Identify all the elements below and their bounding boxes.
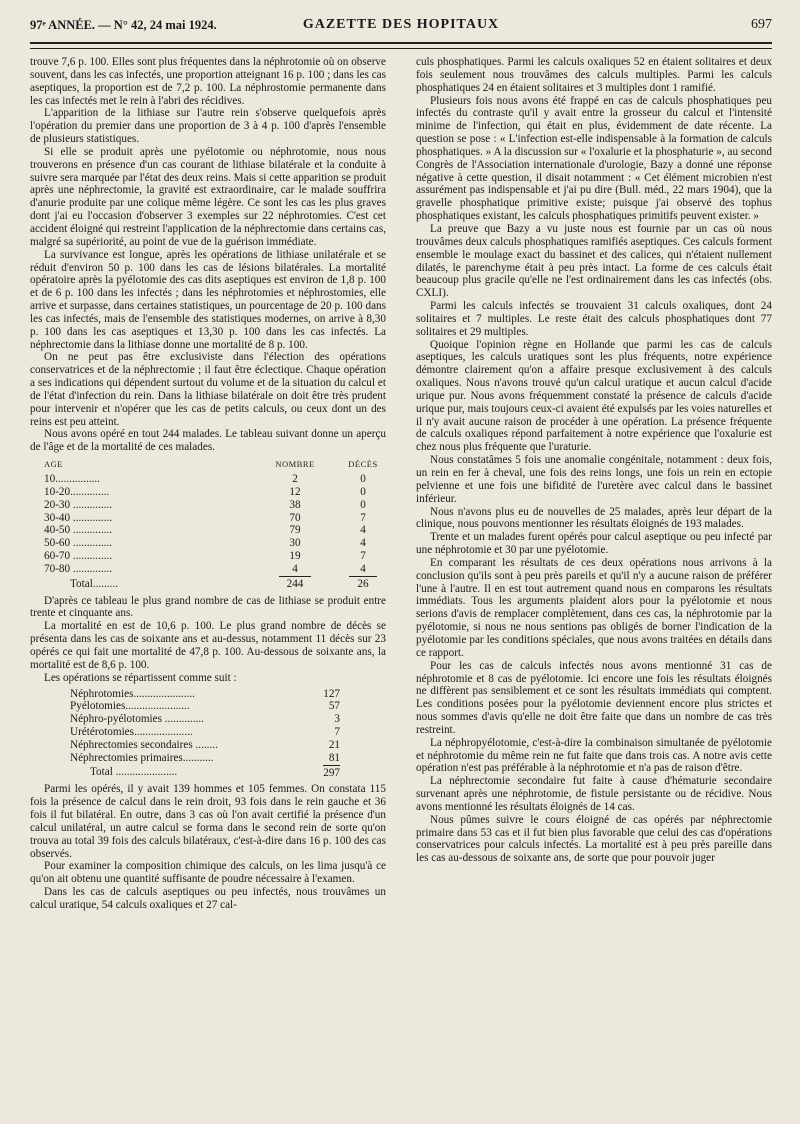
left-paragraphs-middle bbox=[30, 595, 386, 685]
operation-count: 21 bbox=[328, 738, 340, 751]
age-table-row bbox=[30, 512, 386, 525]
page-number: 697 bbox=[751, 17, 772, 32]
age-header: AGE bbox=[44, 459, 63, 470]
left-paragraphs-before bbox=[30, 56, 386, 454]
issue-info: 97ᵉ ANNÉE. — N° 42, 24 mai 1924. bbox=[30, 18, 217, 32]
age-table-row bbox=[30, 563, 386, 576]
paragraph: Nous n'avons plus eu de nouvelles de 25 malades, après leur départ de la clinique, nous pouvons mentionner les résultats éloignés de 193 malades. bbox=[416, 505, 772, 531]
journal-title: GAZETTE DES HOPITAUX bbox=[302, 17, 500, 32]
paragraph: L'apparition de la lithiase sur l'autre rein s'observe quelquefois après l'opération du premier dans une proportion de 3 à 4 p. 100 d'après l'ensemble de plusieurs statistiques. bbox=[30, 107, 386, 146]
header-rule bbox=[30, 42, 772, 49]
paragraph: Plusieurs fois nous avons été frappé en cas de calculs phosphatiques peu infectés du contraste qu'il y avait entre la grosseur du calcul et l'intensité minime de l'infection, qui était en plus, évidemment de date récente. La question se pose : « L'infection est-elle indispensable à la formation de calculs phosphatiques. » A la discussion sur « l'oxalurie et la phosphaturie », au second Congrès de l'Association internationale d'urologie, Bazy a donné une réponse négative à cette question, il disait notamment : « Cet élément microbien n'est assurément pas indispensable et j'ai pu dire (Bull. méd., 22 mars 1904), que la gravelle phosphatique primitive existe; puisque j'ai observé des tophus phosphatiques existant, les calculs phosphatiques primitifs peuvent exister. » bbox=[416, 94, 772, 223]
operation-row bbox=[70, 752, 340, 765]
deces-cell: 4 bbox=[360, 524, 366, 537]
operation-row bbox=[70, 726, 340, 739]
paragraph: Trente et un malades furent opérés pour calcul aseptique ou peu infecté par une néphrotomie et 30 par une pyélotomie. bbox=[416, 531, 772, 557]
nombre-cell: 38 bbox=[289, 498, 301, 511]
right-paragraphs bbox=[416, 56, 772, 865]
deces-cell: 7 bbox=[360, 511, 366, 524]
age-table-row bbox=[30, 537, 386, 550]
operation-count: 57 bbox=[328, 700, 340, 713]
nombre-cell: 12 bbox=[289, 485, 301, 498]
operation-count: 3 bbox=[334, 713, 340, 726]
age-cell: 50-60 .............. bbox=[44, 537, 113, 550]
operation-label: Néphro-pyélotomies .............. bbox=[70, 713, 204, 726]
deces-cell: 0 bbox=[360, 473, 366, 485]
operation-label: Pyélotomies....................... bbox=[70, 700, 190, 713]
age-cell: 10-20.............. bbox=[44, 485, 110, 498]
paragraph: Dans les cas de calculs aseptiques ou peu infectés, nous trouvâmes un calcul uratique, 54 calculs oxaliques et 27 cal- bbox=[30, 886, 386, 911]
paragraph: Pour examiner la composition chimique des calculs, on les lima jusqu'à ce qu'on ait obtenu une quantité suffisante de poudre nécessaire à l'examen. bbox=[30, 860, 386, 886]
nombre-cell: 70 bbox=[289, 511, 301, 524]
age-table-row bbox=[30, 486, 386, 499]
age-cell: 60-70 .............. bbox=[44, 550, 113, 563]
operation-label: Néphrectomies primaires........... bbox=[70, 751, 214, 764]
operations-table bbox=[70, 688, 340, 780]
paragraph: D'après ce tableau le plus grand nombre de cas de lithiase se produit entre trente et cinquante ans. bbox=[30, 594, 386, 620]
paragraph: Pour les cas de calculs infectés nous avons mentionné 31 cas de néphrotomie et 8 cas de pyélotomie. Ici encore une fois les résultats éloignés ne diffèrent pas sensiblement et ce sont les résultats immédiats qui comptent. Les conditions posées pour la pyélotomie deviennent encore plus strictes et nous sommes d'avis qu'elle ne doit être faite que dans un nombre de cas très restreint. bbox=[416, 659, 772, 736]
age-table-row bbox=[30, 499, 386, 512]
paragraph: La preuve que Bazy a vu juste nous est fournie par un cas où nous trouvâmes deux calculs phosphatiques ramifiés aseptiques. Ces calculs forment ensemble le moulage exact du bassinet et des calices, qui n'étaient nullement dilatés, le parenchyme était à peu près intact. La forme de ces calculs était beaucoup plus gracile qu'elle ne l'est ordinairement dans les cas infectés (obs. CXLI). bbox=[416, 222, 772, 300]
deces-cell: 4 bbox=[360, 562, 366, 575]
paragraph: La survivance est longue, après les opérations de lithiase unilatérale et se réduit d'environ 50 p. 100 dans les cas de lésions bilatérales. La mortalité opératoire après la pyélotomie des cas dits aseptiques est environ de 1,8 p. 100 et de 6 p. 100 dans les infectés ; dans les néphrotomies et néphrostomies, elle arrive et surpasse, dans certaines statistiques, un pourcentage de 20 p. 100 dans les cas infectés, mais de l'ensemble des statistiques modernes, on arrive à 8,30 p. 100 dans les cas aseptiques et 13,30 p. 100 dans les cas infectés. La néphrectomie dans la lithiase donne une mortalité de 8 p. 100. bbox=[30, 248, 386, 351]
operation-label: Néphrectomies secondaires ........ bbox=[70, 738, 218, 751]
operation-count: 7 bbox=[334, 726, 340, 739]
paragraph: Quoique l'opinion règne en Hollande que parmi les cas de calculs aseptiques, les calculs uratiques sont les plus fréquents, notre expérience démontre clairement qu'on a affaire presque exclusivement à des calculs oxaliques. Nous n'avons trouvé qu'un calcul uratique et aucun calcul d'acide urique pur. Nous avons fréquemment constaté la présence de calculs d'acide urique pur, mais toujours ceux-ci avaient été expulsés par les voies naturelles et il n'y avait aucune raison de procéder à une opération. La présence fréquente de calculs oxaliques répond parfaitement à notre expérience que l'oxalurie est chez nous plus fréquente que l'uraturie. bbox=[416, 338, 772, 454]
operations-total-row bbox=[70, 765, 340, 780]
paragraph: La néphropyélotomie, c'est-à-dire la combinaison simultanée de pyélotomie et néphrotomie du même rein ne fut faite que dans trois cas. A notre avis cette opération n'est pas préférable à la néphrotomie et n'a pas de raison d'être. bbox=[416, 736, 772, 775]
nombre-header: NOMBRE bbox=[275, 459, 315, 470]
operation-row bbox=[70, 688, 340, 701]
operation-label: Urétérotomies..................... bbox=[70, 726, 193, 739]
age-table-total-row bbox=[30, 576, 386, 591]
age-table-row bbox=[30, 524, 386, 537]
nombre-cell: 30 bbox=[289, 537, 301, 550]
nombre-cell: 2 bbox=[292, 473, 298, 485]
paragraph: Parmi les opérés, il y avait 139 hommes et 105 femmes. On constata 115 fois la présence de calcul dans le rein droit, 93 fois dans le rein gauche et 36 fois il fut bilatéral. En outre, dans 3 cas où l'on avait certifié la présence d'un calcul unilatéral, un autre calcul se forma dans le second rein de sorte qu'on trouva au total 39 fois des calculs bilatéraux, c'est-à-dire dans 16 p. 100 des cas observés. bbox=[30, 783, 386, 860]
deces-cell: 0 bbox=[360, 498, 366, 511]
deces-cell: 4 bbox=[360, 537, 366, 550]
age-cell: 70-80 .............. bbox=[44, 562, 113, 575]
paragraph: Les opérations se répartissent comme suit : bbox=[44, 671, 237, 684]
paragraph: culs phosphatiques. Parmi les calculs oxaliques 52 en étaient solitaires et deux fois seulement nous trouvâmes des calculs multiples. Parmi les calculs phosphatiques 24 en étaient solitaires et 3 multiples dont 1 ramifié. bbox=[416, 56, 772, 94]
deces-cell: 0 bbox=[360, 485, 366, 498]
nombre-cell: 79 bbox=[289, 524, 301, 537]
total-deces: 26 bbox=[349, 576, 376, 590]
nombre-cell: 4 bbox=[292, 562, 298, 575]
total-label: Total......... bbox=[70, 577, 118, 590]
operation-label: Néphrotomies...................... bbox=[70, 687, 195, 700]
operation-row bbox=[70, 700, 340, 713]
paragraph: Si elle se produit après une pyélotomie ou néphrotomie, nous nous trouverons en présence d'un cas courant de lithiase bilatérale et la conduite à suivre sera marquée par l'état des deux reins. Mais si cette apparition se produit après une néphrectomie, la gravité est extraordinaire, car le malade souffrira d'anurie produite par une colique même légère. Ce sont les cas les plus graves dont j'ai eu l'occasion d'observer 3 exemples sur 22 néphrotomies. C'est cet accident éloigné qui restreint l'application de la néphrectomie dans certains cas, malgré sa supériorité, au point de vue de la guérison immédiate. bbox=[30, 145, 386, 248]
operation-row bbox=[70, 739, 340, 752]
deces-cell: 7 bbox=[360, 550, 366, 563]
age-cell: 20-30 .............. bbox=[44, 498, 113, 511]
age-table-row bbox=[30, 473, 386, 486]
page-header bbox=[30, 14, 772, 36]
age-mortality-table bbox=[30, 458, 386, 590]
paragraph: Nous pûmes suivre le cours éloigné de cas opérés par néphrectomie primaire dans 53 cas et il fut bien plus favorable que celui des cas d'opérations conservatrices pour calculs infectés. La mortalité est à peu près pareille dans les cas au-dessous de soixante ans, de sorte que pour pouvoir juger bbox=[416, 813, 772, 865]
age-table-row bbox=[30, 550, 386, 563]
paragraph: En comparant les résultats de ces deux opérations nous arrivons à la conclusion qu'ils sont à peu près pareils et qu'il n'y a aucune raison de préférer l'une à l'autre. Il en est tout autrement quand nous en comparons les résultats immédiats. Tous les arguments plaident alors pour la pyélotomie et nous serions d'avis de remplacer complètement, dans ces cas, la néphrotomie par la pyélotomie, si nous ne nous sentions pas obligés de borner l'indication de la pyélotomie par les conditions spéciales, que nous avons traitées en détails dans ce rapport. bbox=[416, 556, 772, 659]
operation-row bbox=[70, 713, 340, 726]
operation-count: 81 bbox=[328, 751, 340, 764]
paragraph: On ne peut pas être exclusiviste dans l'élection des opérations conservatrices et de la néphrectomie ; il faut être éclectique. Chaque opération a ses indications qui dépendent surtout du volume et de la situation du calcul et de l'état d'infection du rein. Dans la lithiase bilatérale on doit être très prudent pour intervenir et n'opérer que les cas de petits calculs, ou ceux dont un des reins est peu atteint. bbox=[30, 351, 386, 428]
paragraph: trouve 7,6 p. 100. Elles sont plus fréquentes dans la néphrotomie où on observe souvent, dans les cas infectés, une proportion atteignant 16 p. 100 ; dans les cas aseptiques, la proportion est de 7,2 p. 100. La néphrostomie permanente dans les cas infectés met le rein à l'abri des récidives. bbox=[30, 56, 386, 107]
age-cell: 40-50 .............. bbox=[44, 524, 113, 537]
deces-header: DÉCÈS bbox=[348, 459, 378, 470]
paragraph: Nous constatâmes 5 fois une anomalie congénitale, notamment : deux fois, un rein en fer à cheval, une fois des reins longs, une fois un rein en ectopie pelvienne et une fois une bifidité de l'uretère avec calcul dans le bassinet inférieur. bbox=[416, 454, 772, 505]
age-cell: 30-40 .............. bbox=[44, 511, 113, 524]
right-column bbox=[416, 56, 772, 865]
operations-total-label: Total ...................... bbox=[90, 765, 178, 778]
age-cell: 10................ bbox=[44, 473, 100, 485]
paragraph: La néphrectomie secondaire fut faite à cause d'hématurie secondaire survenant après une néphrotomie, de fistule persistante ou de récidive. Nous avons mentionné les résultats éloignés de 14 cas. bbox=[416, 775, 772, 813]
paragraph: Parmi les calculs infectés se trouvaient 31 calculs oxaliques, dont 24 solitaires et 7 multiples. Le reste était des calculs phosphatiques dont 77 solitaires et 29 multiples. bbox=[416, 300, 772, 338]
total-nombre: 244 bbox=[279, 576, 312, 590]
paragraph: Nous avons opéré en tout 244 malades. Le tableau suivant donne un aperçu de l'âge et de la mortalité de ces malades. bbox=[30, 428, 386, 454]
operation-count: 127 bbox=[323, 687, 340, 700]
operations-total-value: 297 bbox=[323, 766, 340, 779]
left-column bbox=[30, 56, 386, 912]
paragraph: La mortalité en est de 10,6 p. 100. Le plus grand nombre de décès se présenta dans les cas de soixante ans et au-dessus, notamment 11 décès sur 23 opérés ce qui fait une mortalité de 47,8 p. 100. Au-dessous de soixante ans, la mortalité est de 8,6 p. 100. bbox=[30, 620, 386, 671]
left-paragraphs-after bbox=[30, 783, 386, 911]
nombre-cell: 19 bbox=[289, 550, 301, 563]
